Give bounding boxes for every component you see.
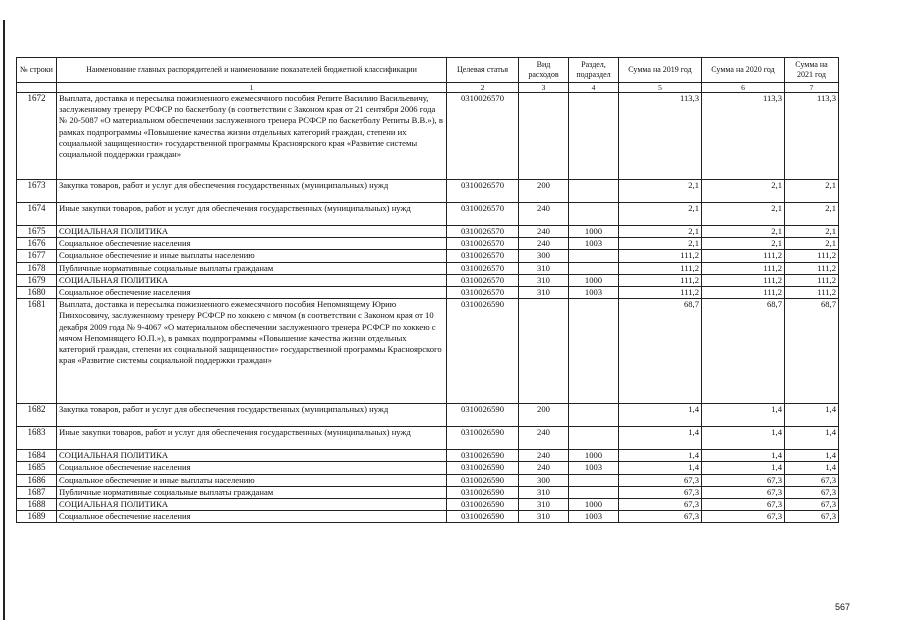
column-number: 6 <box>702 83 785 93</box>
row-number-cell: 1673 <box>17 180 57 203</box>
header-sum-2019: Сумма на 2019 год <box>619 58 702 83</box>
row-sum-2019-cell: 2,1 <box>619 238 702 250</box>
row-target-article-cell: 0310026570 <box>447 93 519 180</box>
row-sum-2019-cell: 111,2 <box>619 287 702 299</box>
row-target-article-cell: 0310026570 <box>447 203 519 226</box>
row-expense-type-cell: 200 <box>519 404 569 427</box>
row-section-cell: 1000 <box>569 274 619 286</box>
row-name-cell: Социальное обеспечение населения <box>57 287 447 299</box>
row-sum-2021-cell: 68,7 <box>785 299 839 404</box>
header-sum-2021: Сумма на 2021 год <box>785 58 839 83</box>
row-sum-2021-cell: 1,4 <box>785 404 839 427</box>
row-section-cell <box>569 486 619 498</box>
row-target-article-cell: 0310026570 <box>447 238 519 250</box>
row-sum-2020-cell: 2,1 <box>702 180 785 203</box>
row-section-cell: 1000 <box>569 499 619 511</box>
row-expense-type-cell: 240 <box>519 226 569 238</box>
header-sum-2020: Сумма на 2020 год <box>702 58 785 83</box>
row-target-article-cell: 0310026590 <box>447 427 519 450</box>
row-target-article-cell: 0310026590 <box>447 486 519 498</box>
column-number: 5 <box>619 83 702 93</box>
row-number-cell: 1683 <box>17 427 57 450</box>
table-body <box>17 93 839 523</box>
table-row <box>17 404 839 427</box>
row-number-cell: 1681 <box>17 299 57 404</box>
row-sum-2020-cell: 2,1 <box>702 203 785 226</box>
row-sum-2019-cell: 111,2 <box>619 262 702 274</box>
row-sum-2021-cell: 111,2 <box>785 250 839 262</box>
row-number-cell: 1688 <box>17 499 57 511</box>
row-expense-type-cell: 310 <box>519 287 569 299</box>
row-sum-2019-cell: 1,4 <box>619 427 702 450</box>
row-expense-type-cell: 310 <box>519 274 569 286</box>
row-name-cell: Социальное обеспечение и иные выплаты населению <box>57 250 447 262</box>
row-sum-2020-cell: 67,3 <box>702 486 785 498</box>
row-sum-2019-cell: 113,3 <box>619 93 702 180</box>
row-target-article-cell: 0310026590 <box>447 462 519 474</box>
row-sum-2019-cell: 2,1 <box>619 203 702 226</box>
row-sum-2020-cell: 67,3 <box>702 499 785 511</box>
header-expense-type: Вид расходов <box>519 58 569 83</box>
row-target-article-cell: 0310026570 <box>447 274 519 286</box>
row-target-article-cell: 0310026590 <box>447 474 519 486</box>
row-section-cell <box>569 262 619 274</box>
row-sum-2020-cell: 68,7 <box>702 299 785 404</box>
row-sum-2021-cell: 2,1 <box>785 238 839 250</box>
row-name-cell: Социальное обеспечение и иные выплаты населению <box>57 474 447 486</box>
row-expense-type-cell: 240 <box>519 450 569 462</box>
row-name-cell: Социальное обеспечение населения <box>57 238 447 250</box>
row-sum-2019-cell: 2,1 <box>619 226 702 238</box>
row-sum-2019-cell: 1,4 <box>619 450 702 462</box>
table-row <box>17 250 839 262</box>
row-section-cell <box>569 180 619 203</box>
row-sum-2020-cell: 111,2 <box>702 262 785 274</box>
row-name-cell: Выплата, доставка и пересылка пожизненного ежемесячного пособия Непомнящему Юрию Пинхосовичу, заслуженному тренеру РСФСР по хоккею с мячом (в соответствии с Законом края от 10 декабря 2009 года № 9-4067 «О материальном обеспечении заслуженного тренера РСФСР по хоккею с мячом Непомнящего Ю.П.»), в рамках подпрограммы «Повышение качества жизни отдельных категорий граждан, степени их социальной защищенности» государственной программы Красноярского края «Развитие системы социальной поддержки граждан» <box>57 299 447 404</box>
row-target-article-cell: 0310026590 <box>447 511 519 523</box>
row-number-cell: 1678 <box>17 262 57 274</box>
table-row <box>17 238 839 250</box>
row-name-cell: Публичные нормативные социальные выплаты гражданам <box>57 262 447 274</box>
row-sum-2021-cell: 1,4 <box>785 450 839 462</box>
table-header-row <box>17 58 839 83</box>
row-sum-2019-cell: 111,2 <box>619 250 702 262</box>
row-sum-2019-cell: 1,4 <box>619 404 702 427</box>
row-number-cell: 1687 <box>17 486 57 498</box>
row-expense-type-cell: 240 <box>519 427 569 450</box>
row-sum-2019-cell: 67,3 <box>619 474 702 486</box>
row-name-cell: СОЦИАЛЬНАЯ ПОЛИТИКА <box>57 226 447 238</box>
row-name-cell: Социальное обеспечение населения <box>57 462 447 474</box>
budget-table <box>16 57 839 523</box>
row-number-cell: 1682 <box>17 404 57 427</box>
table-row <box>17 262 839 274</box>
row-target-article-cell: 0310026570 <box>447 226 519 238</box>
row-name-cell: Закупка товаров, работ и услуг для обеспечения государственных (муниципальных) нужд <box>57 180 447 203</box>
row-expense-type-cell <box>519 93 569 180</box>
column-number: 2 <box>447 83 519 93</box>
row-section-cell: 1003 <box>569 462 619 474</box>
row-target-article-cell: 0310026570 <box>447 180 519 203</box>
table-row <box>17 474 839 486</box>
row-sum-2020-cell: 2,1 <box>702 238 785 250</box>
row-number-cell: 1679 <box>17 274 57 286</box>
page-edge-line <box>3 20 5 620</box>
column-number <box>17 83 57 93</box>
column-number: 7 <box>785 83 839 93</box>
row-sum-2020-cell: 1,4 <box>702 427 785 450</box>
column-number: 4 <box>569 83 619 93</box>
row-section-cell <box>569 203 619 226</box>
row-number-cell: 1674 <box>17 203 57 226</box>
table-row <box>17 427 839 450</box>
row-section-cell: 1003 <box>569 287 619 299</box>
row-expense-type-cell: 240 <box>519 238 569 250</box>
row-target-article-cell: 0310026590 <box>447 299 519 404</box>
row-sum-2021-cell: 111,2 <box>785 274 839 286</box>
table-row <box>17 299 839 404</box>
row-sum-2021-cell: 2,1 <box>785 180 839 203</box>
row-sum-2021-cell: 2,1 <box>785 203 839 226</box>
row-sum-2020-cell: 111,2 <box>702 274 785 286</box>
row-expense-type-cell: 310 <box>519 262 569 274</box>
row-target-article-cell: 0310026570 <box>447 262 519 274</box>
row-sum-2020-cell: 67,3 <box>702 474 785 486</box>
row-sum-2020-cell: 111,2 <box>702 287 785 299</box>
row-target-article-cell: 0310026570 <box>447 287 519 299</box>
row-section-cell <box>569 474 619 486</box>
row-sum-2019-cell: 68,7 <box>619 299 702 404</box>
row-target-article-cell: 0310026590 <box>447 404 519 427</box>
row-number-cell: 1675 <box>17 226 57 238</box>
row-sum-2021-cell: 1,4 <box>785 427 839 450</box>
row-number-cell: 1684 <box>17 450 57 462</box>
table-row <box>17 450 839 462</box>
row-sum-2021-cell: 67,3 <box>785 511 839 523</box>
row-sum-2021-cell: 113,3 <box>785 93 839 180</box>
column-number-row <box>17 83 839 93</box>
header-target-article: Целевая статья <box>447 58 519 83</box>
row-sum-2019-cell: 111,2 <box>619 274 702 286</box>
row-section-cell: 1003 <box>569 511 619 523</box>
row-sum-2019-cell: 67,3 <box>619 486 702 498</box>
row-sum-2021-cell: 111,2 <box>785 287 839 299</box>
row-section-cell <box>569 250 619 262</box>
row-target-article-cell: 0310026590 <box>447 450 519 462</box>
table-row <box>17 499 839 511</box>
row-name-cell: Выплата, доставка и пересылка пожизненного ежемесячного пособия Репите Василию Васильевичу, заслуженному тренеру РСФСР по баскетболу (в соответствии с Законом края от 21 сентября 2006 года № 20-5087 «О материальном обеспечении заслуженного тренера РСФСР по баскетболу Репиты В.В.»), в рамках подпрограммы «Повышение качества жизни отдельных категорий граждан, степени их социальной защищенности» государственной программы Красноярского края «Развитие системы социальной поддержки граждан» <box>57 93 447 180</box>
column-number: 1 <box>57 83 447 93</box>
row-section-cell: 1000 <box>569 226 619 238</box>
row-sum-2021-cell: 67,3 <box>785 486 839 498</box>
row-sum-2020-cell: 113,3 <box>702 93 785 180</box>
row-expense-type-cell: 240 <box>519 462 569 474</box>
row-sum-2020-cell: 1,4 <box>702 450 785 462</box>
row-number-cell: 1677 <box>17 250 57 262</box>
row-expense-type-cell: 200 <box>519 180 569 203</box>
row-sum-2020-cell: 1,4 <box>702 462 785 474</box>
table-row <box>17 486 839 498</box>
row-number-cell: 1680 <box>17 287 57 299</box>
row-sum-2020-cell: 67,3 <box>702 511 785 523</box>
row-name-cell: Иные закупки товаров, работ и услуг для обеспечения государственных (муниципальных) нужд <box>57 427 447 450</box>
row-expense-type-cell: 240 <box>519 203 569 226</box>
row-target-article-cell: 0310026570 <box>447 250 519 262</box>
row-expense-type-cell: 300 <box>519 250 569 262</box>
row-expense-type-cell: 310 <box>519 511 569 523</box>
row-sum-2021-cell: 2,1 <box>785 226 839 238</box>
row-expense-type-cell: 310 <box>519 486 569 498</box>
row-sum-2021-cell: 67,3 <box>785 474 839 486</box>
row-name-cell: СОЦИАЛЬНАЯ ПОЛИТИКА <box>57 274 447 286</box>
row-sum-2021-cell: 67,3 <box>785 499 839 511</box>
table-row <box>17 462 839 474</box>
row-sum-2020-cell: 111,2 <box>702 250 785 262</box>
row-sum-2019-cell: 67,3 <box>619 511 702 523</box>
row-sum-2019-cell: 2,1 <box>619 180 702 203</box>
table-row <box>17 180 839 203</box>
row-sum-2021-cell: 111,2 <box>785 262 839 274</box>
header-row-number: № строки <box>17 58 57 83</box>
row-name-cell: Публичные нормативные социальные выплаты гражданам <box>57 486 447 498</box>
header-name: Наименование главных распорядителей и наименование показателей бюджетной классификации <box>57 58 447 83</box>
row-sum-2019-cell: 1,4 <box>619 462 702 474</box>
table-row <box>17 226 839 238</box>
row-sum-2020-cell: 2,1 <box>702 226 785 238</box>
table-row <box>17 274 839 286</box>
table-row <box>17 287 839 299</box>
row-section-cell <box>569 299 619 404</box>
row-number-cell: 1676 <box>17 238 57 250</box>
table-row <box>17 203 839 226</box>
row-name-cell: Иные закупки товаров, работ и услуг для обеспечения государственных (муниципальных) нужд <box>57 203 447 226</box>
header-section: Раздел, подраздел <box>569 58 619 83</box>
row-sum-2019-cell: 67,3 <box>619 499 702 511</box>
column-number: 3 <box>519 83 569 93</box>
row-name-cell: Закупка товаров, работ и услуг для обеспечения государственных (муниципальных) нужд <box>57 404 447 427</box>
row-sum-2020-cell: 1,4 <box>702 404 785 427</box>
row-number-cell: 1672 <box>17 93 57 180</box>
row-target-article-cell: 0310026590 <box>447 499 519 511</box>
row-section-cell <box>569 404 619 427</box>
table-row <box>17 511 839 523</box>
row-expense-type-cell <box>519 299 569 404</box>
table-row <box>17 93 839 180</box>
row-name-cell: Социальное обеспечение населения <box>57 511 447 523</box>
row-name-cell: СОЦИАЛЬНАЯ ПОЛИТИКА <box>57 499 447 511</box>
row-number-cell: 1686 <box>17 474 57 486</box>
row-section-cell: 1000 <box>569 450 619 462</box>
row-number-cell: 1689 <box>17 511 57 523</box>
page-number: 567 <box>834 602 850 612</box>
row-name-cell: СОЦИАЛЬНАЯ ПОЛИТИКА <box>57 450 447 462</box>
row-section-cell <box>569 427 619 450</box>
row-section-cell: 1003 <box>569 238 619 250</box>
row-expense-type-cell: 310 <box>519 499 569 511</box>
row-sum-2021-cell: 1,4 <box>785 462 839 474</box>
row-section-cell <box>569 93 619 180</box>
row-expense-type-cell: 300 <box>519 474 569 486</box>
row-number-cell: 1685 <box>17 462 57 474</box>
